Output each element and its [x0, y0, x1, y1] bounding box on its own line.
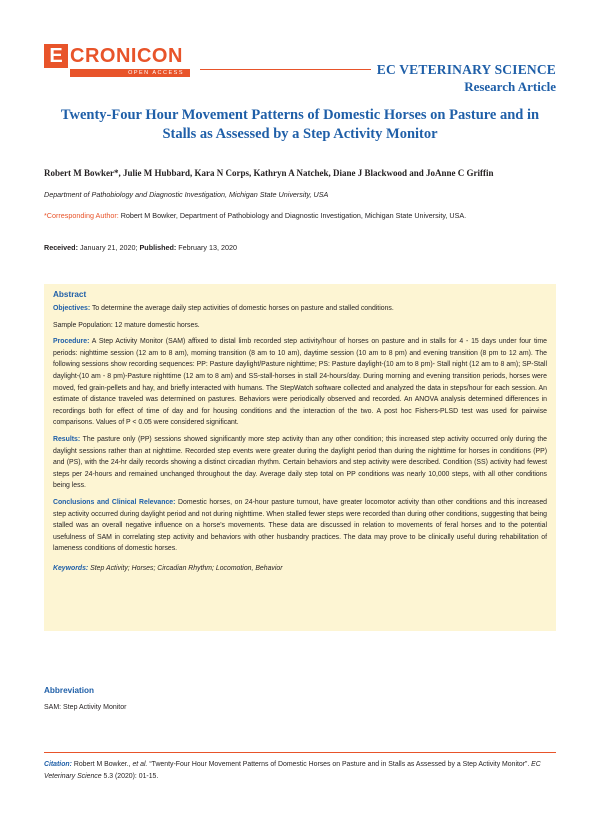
results-text: The pasture only (PP) sessions showed significantly more step activity than any other condition; this increased step activity occurred only during the daylight sessions rather than at nighttime. Recorded step events were greater during the daylight period than during the nighttime for horses in conditions (PP) and (PS), with the 24-hr daily records showing a distinct circadian rhythm. Certain behaviors and step activity were described. Condition (SS) activity had fewest steps per 24-hours and remained unchanged throughout the day. Average daily step total on PP conditions was nearly 10,000 steps, with all other conditions being less. — [53, 435, 547, 490]
citation-journal: EC Veterinary Science — [44, 761, 541, 780]
abstract-results — [53, 434, 547, 492]
corresponding-label: *Corresponding Author: — [44, 211, 119, 220]
logo-main — [44, 44, 194, 68]
affiliation: Department of Pathobiology and Diagnostic Investigation, Michigan State University, USA — [44, 190, 329, 199]
article-title: Twenty-Four Hour Movement Patterns of Domestic Horses on Pasture and in Stalls as Assessed by a Step Activity Monitor — [60, 107, 540, 142]
conclusions-text: Domestic horses, on 24-hour pasture turnout, have greater locomotor activity than other conditions and this increased step activity occurred during daylight period and not during nighttime. When stalled fewer steps were recorded than during other conditions, suggesting that being stalled was an overall negative influence on a horse's movements. These data are discussed in relation to movements of feral horses and to the potential usefulness of SAM in correlating step activity and behaviors with other husbandry practices. The data may prove to be clinically useful during rehabilitation of lameness conditions of domestic horses. — [53, 498, 547, 553]
article-type: Research Article — [464, 79, 556, 94]
citation-text-3: 5.3 (2020): 01-15. — [101, 773, 159, 780]
abstract-box — [44, 284, 556, 631]
article-dates — [44, 243, 237, 252]
abstract-sample: Sample Population: 12 mature domestic horses. — [53, 321, 200, 329]
logo-word: CRONICON — [70, 45, 183, 67]
published-label: Published: — [139, 243, 177, 252]
abstract-heading: Abstract — [53, 290, 87, 299]
published-date: February 13, 2020 — [176, 243, 237, 252]
keywords-text: Step Activity; Horses; Circadian Rhythm; Locomotion, Behavior — [88, 564, 283, 572]
footer-rule — [44, 752, 556, 753]
results-label: Results: — [53, 435, 81, 443]
procedure-label: Procedure: — [53, 338, 90, 346]
procedure-text: A Step Activity Monitor (SAM) affixed to distal limb recorded step activity/hour of horses on pasture and in stalls for 4 - 15 days under four time periods: nighttime session (12 am to 8 am), morning transition (8 am to 10 am), daytime session (10 am to 8 pm) and evening transition (8 pm to 12 am). The following sessions show recording sequences: PP: Pasture daylight/Pasture nighttime; PS: Pasture daylight-(10 am to 8 pm)- Stall night (12 am to 8 am); SP-Stall daylight-(10 am - 8 pm)-Pasture nighttime (12 am to 8 am) and SS-stall-horses in stall 24-hours/day. During morning and evening transition periods, horses were moved, fed grain-pellets and hay, and briefly interacted with humans. The StepWatch software collected and analyzed the data in steps/hour for each session. An estimate of distance traveled was determined on pastures. Behaviors were periodically observed and recorded. An ANOVA analysis determined differences in recordings both for effect of time of day and for housing conditions and the interaction of the two. A post hoc Fishers-PLSD test was used for pairwise comparisons. Values of P < 0.05 were considered significant. — [53, 338, 547, 427]
received-label: Received: — [44, 243, 78, 252]
abstract-conclusions — [53, 497, 547, 555]
citation-etal: et al. — [132, 761, 148, 768]
conclusions-label: Conclusions and Clinical Relevance: — [53, 498, 176, 506]
keywords-label: Keywords: — [53, 564, 89, 572]
abstract-procedure — [53, 336, 547, 429]
received-date: January 21, 2020; — [77, 243, 138, 252]
corresponding-author — [44, 209, 556, 223]
cronicon-logo — [44, 44, 194, 78]
citation — [44, 759, 556, 783]
logo-letter: E — [44, 44, 68, 68]
objectives-text: To determine the average daily step activities of domestic horses on pasture and stalled conditions. — [90, 305, 394, 312]
citation-text-1: Robert M Bowker., — [71, 761, 133, 768]
abbreviation-heading: Abbreviation — [44, 686, 95, 695]
author-list: Robert M Bowker*, Julie M Hubbard, Kara N Corps, Kathryn A Natchek, Diane J Blackwood and JoAnne C Griffin — [44, 168, 494, 178]
citation-text-2: “Twenty-Four Hour Movement Patterns of Domestic Horses on Pasture and in Stalls as Assessed by a Step Activity Monitor”. — [147, 761, 532, 768]
abbreviation-text: SAM: Step Activity Monitor — [44, 704, 127, 711]
logo-tagline: OPEN ACCESS — [70, 69, 190, 77]
abstract-objectives — [53, 303, 547, 315]
citation-label: Citation: — [44, 761, 72, 768]
journal-name: EC VETERINARY SCIENCE — [371, 62, 556, 78]
corresponding-text: Robert M Bowker, Department of Pathobiology and Diagnostic Investigation, Michigan State University, USA. — [118, 211, 467, 220]
abstract-keywords — [53, 563, 547, 575]
objectives-label: Objectives: — [53, 305, 91, 312]
